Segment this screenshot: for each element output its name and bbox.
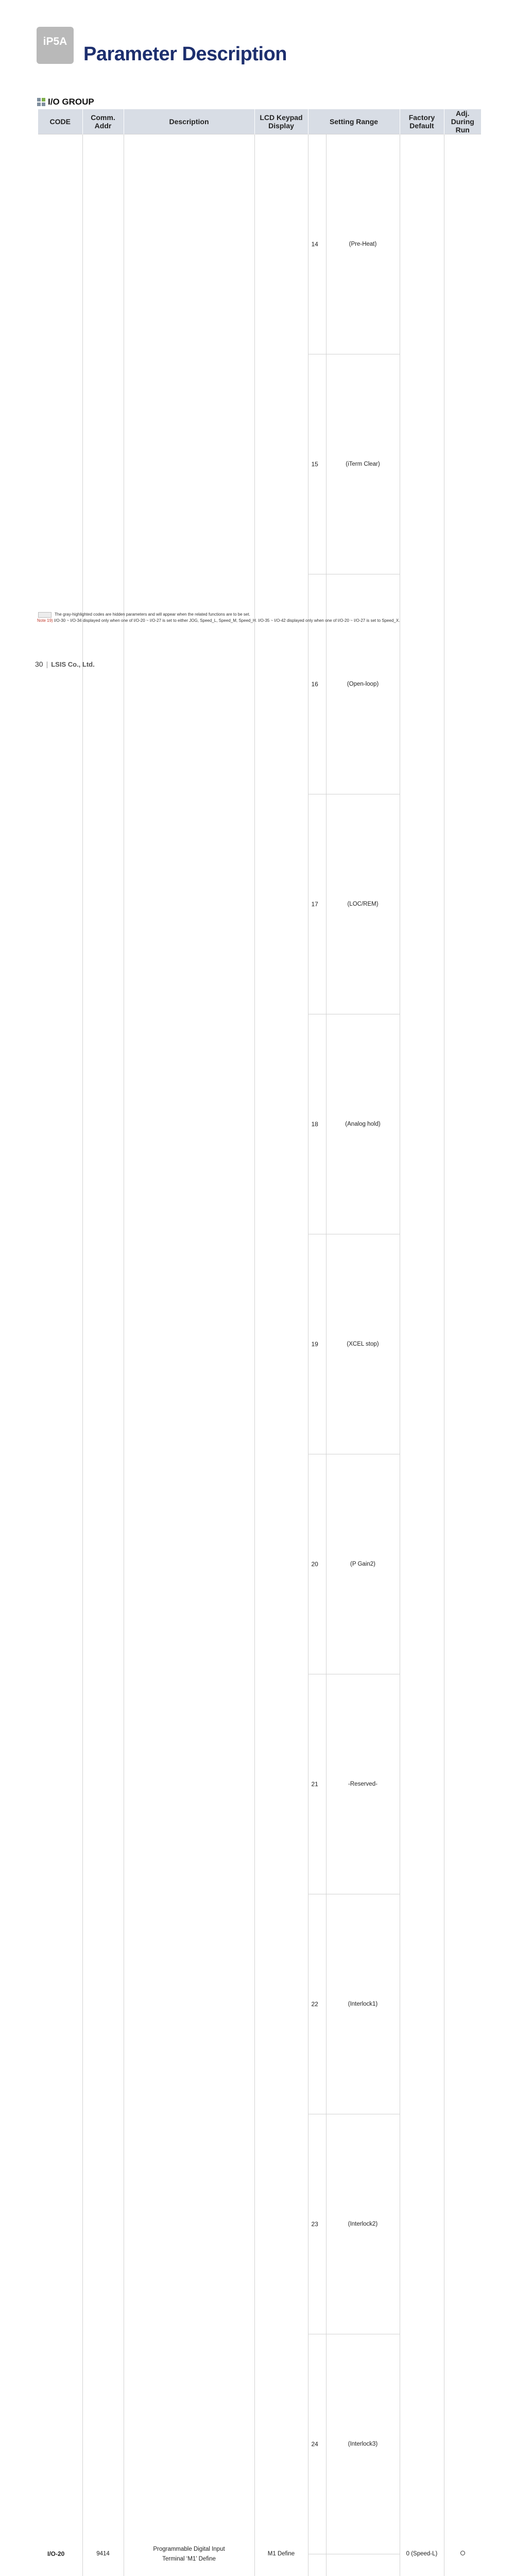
product-badge: iP5A [37, 27, 74, 64]
range-value: -Reserved- [326, 1674, 400, 1894]
range-value [326, 2554, 400, 2576]
grid-icon-square [37, 103, 41, 106]
gray-legend [38, 612, 400, 618]
io-group-table [38, 109, 481, 2576]
range-number: 24 [308, 2334, 327, 2554]
col-factory-default: Factory Default [400, 109, 444, 134]
range-value: (Analog hold) [326, 1014, 400, 1234]
range-number: 21 [308, 1674, 327, 1894]
desc-cell [124, 134, 254, 2576]
range-value: (XCEL stop) [326, 1234, 400, 1454]
range-item [308, 1454, 400, 1674]
page-number: 30 [35, 660, 43, 668]
setting-range-list [308, 134, 400, 2576]
note-text: I/O-30 ~ I/O-34 displayed only when one of I/O-20 ~ I/O-27 is set to either JOG, Speed_L, Speed_M, Speed_H. I/O-35 ~ I/O-42 displayed only when one of I/O-20 ~ I/O-27 is set to Speed_X. [54, 618, 400, 623]
range-value: (iTerm Clear) [326, 354, 400, 574]
range-value: (P Gain2) [326, 1454, 400, 1674]
footer-separator: | [46, 660, 48, 668]
range-item [308, 354, 400, 574]
col-code: CODE [38, 109, 82, 134]
range-value: (LOC/REM) [326, 794, 400, 1014]
range-item [308, 1894, 400, 2114]
range-number: 22 [308, 1894, 327, 2114]
range-number: 15 [308, 354, 327, 574]
range-number: 19 [308, 1234, 327, 1454]
range-item [308, 1014, 400, 1234]
company-name: LSIS Co., Ltd. [51, 660, 95, 668]
col-setting-range: Setting Range [308, 109, 400, 134]
range-number: 23 [308, 2114, 327, 2334]
range-item [308, 2334, 400, 2554]
grid-icon [37, 98, 45, 106]
grid-icon-square [42, 98, 45, 101]
section-title: I/O GROUP [48, 97, 94, 107]
section-heading [37, 97, 94, 107]
gray-legend-text: The gray-highlighted codes are hidden parameters and will appear when the related functions are to be set. [55, 612, 250, 618]
code-cell: I/O-20 [38, 134, 82, 2576]
range-cell [308, 134, 400, 2576]
range-number: 14 [308, 134, 327, 354]
grid-icon-square [37, 98, 41, 101]
range-number: 18 [308, 1014, 327, 1234]
range-value: (Interlock1) [326, 1894, 400, 2114]
col-lcd-display: LCD Keypad Display [254, 109, 308, 134]
col-description: Description [124, 109, 254, 134]
footnotes [38, 612, 400, 624]
default-cell: 0 (Speed-L) [400, 134, 444, 2576]
adjustable-circle-icon [460, 2551, 465, 2555]
adj-cell [444, 134, 481, 2576]
col-adj-during-run: Adj. During Run [444, 109, 481, 134]
range-value: (Interlock3) [326, 2334, 400, 2554]
range-value: (Pre-Heat) [326, 134, 400, 354]
range-number [308, 2554, 327, 2576]
range-item [308, 1674, 400, 1894]
range-item [308, 574, 400, 794]
addr-cell: 9414 [82, 134, 124, 2576]
range-item [308, 794, 400, 1014]
range-item [308, 134, 400, 354]
range-number: 16 [308, 574, 327, 794]
grid-icon-square [42, 103, 45, 106]
range-item [308, 2554, 400, 2576]
note-label: Note 19) [37, 618, 53, 623]
table-header [38, 109, 481, 134]
page-footer [35, 660, 95, 668]
range-value: (Open-loop) [326, 574, 400, 794]
range-number: 17 [308, 794, 327, 1014]
table-row [38, 134, 481, 2576]
range-value: (Interlock2) [326, 2114, 400, 2334]
range-number: 20 [308, 1454, 327, 1674]
col-comm-addr: Comm. Addr [82, 109, 124, 134]
display-cell: M1 Define [254, 134, 308, 2576]
range-item [308, 2114, 400, 2334]
desc-cell-line1: Programmable Digital Input [124, 2545, 254, 2554]
gray-swatch [38, 612, 52, 618]
note-19 [38, 618, 400, 624]
range-item [308, 1234, 400, 1454]
page-title: Parameter Description [83, 43, 287, 65]
desc-cell-line2: Terminal ‘M1’ Define [124, 2554, 254, 2564]
